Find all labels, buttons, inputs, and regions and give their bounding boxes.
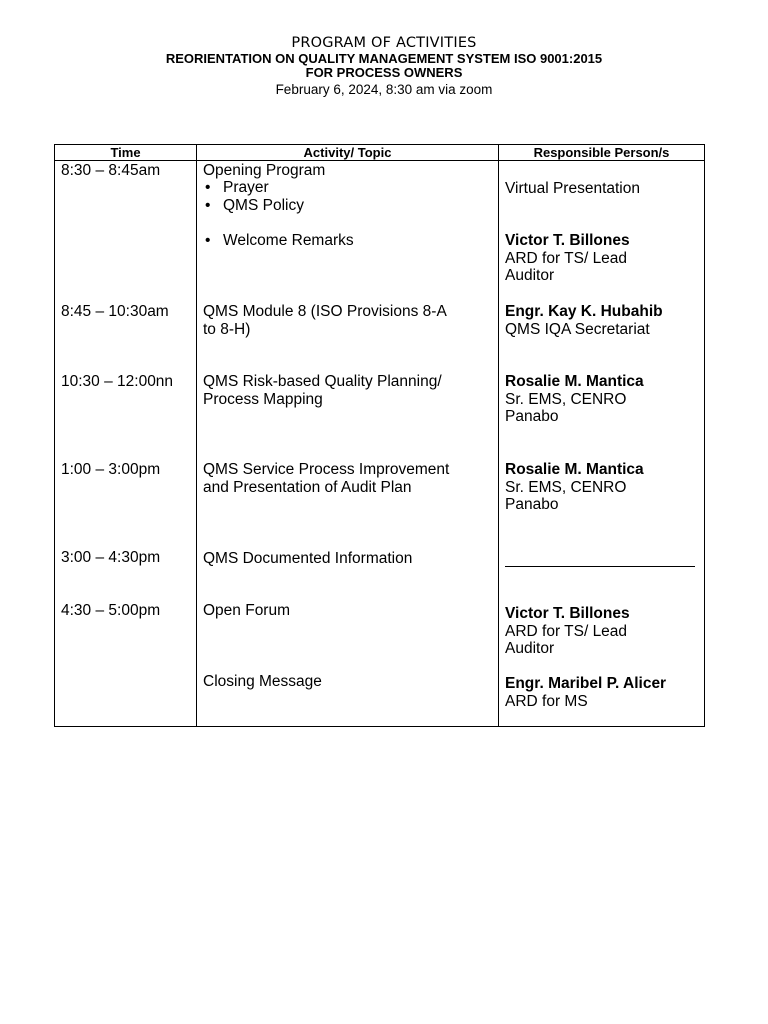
responsible-role: Sr. EMS, CENRO [505,479,627,496]
time-slot: 4:30 – 5:00pm [61,602,161,619]
activity-closing-message: Closing Message [203,673,322,690]
activity-module-8-line1: QMS Module 8 (ISO Provisions 8-A [203,303,447,320]
activity-risk-planning-line2: Process Mapping [203,391,323,408]
responsible-name: Rosalie M. Mantica [505,461,644,478]
program-table [54,144,705,727]
activity-service-improvement-line1: QMS Service Process Improvement [203,461,450,478]
activity-opening-program: Opening Program [203,162,326,179]
responsible-role: ARD for TS/ Lead [505,623,628,640]
responsible-name: Victor T. Billones [505,232,630,249]
document-title: PROGRAM OF ACTIVITIES [291,35,477,51]
column-header-activity: Activity/ Topic [197,145,499,161]
table-header-row [55,145,705,161]
document-subtitle-line1: REORIENTATION ON QUALITY MANAGEMENT SYSTEM ISO 9001:2015 [165,51,603,66]
activity-module-8-line2: to 8-H) [203,321,251,338]
responsible-role: Panabo [505,496,559,513]
activity-service-improvement-line2: and Presentation of Audit Plan [203,479,412,496]
activity-open-forum: Open Forum [203,602,291,619]
table-body-row [55,161,705,727]
responsible-name: Engr. Kay K. Hubahib [505,303,663,320]
responsible-role: Auditor [505,267,555,284]
responsible-role: QMS IQA Secretariat [505,321,650,338]
document-date-line: February 6, 2024, 8:30 am via zoom [275,82,493,97]
responsible-column [499,161,705,727]
responsible-virtual-presentation: Virtual Presentation [505,180,640,197]
activity-column [197,161,499,727]
column-header-time: Time [55,145,197,161]
responsible-name: Victor T. Billones [505,605,630,622]
activity-bullet-qms-policy: • QMS Policy [223,197,304,215]
time-slot: 8:30 – 8:45am [61,162,161,179]
responsible-name: Engr. Maribel P. Alicer [505,675,667,692]
responsible-name: Rosalie M. Mantica [505,373,644,390]
time-slot: 1:00 – 3:00pm [61,461,161,478]
activity-documented-information: QMS Documented Information [203,550,413,567]
responsible-role: ARD for TS/ Lead [505,250,628,267]
responsible-role: Auditor [505,640,555,657]
time-slot: 8:45 – 10:30am [61,303,169,320]
responsible-role: ARD for MS [505,693,588,710]
time-slot: 3:00 – 4:30pm [61,549,161,566]
document-subtitle-line2: FOR PROCESS OWNERS [305,65,463,80]
time-slot: 10:30 – 12:00nn [61,373,174,390]
activity-bullet-welcome-remarks: • Welcome Remarks [223,232,354,250]
activity-risk-planning-line1: QMS Risk-based Quality Planning/ [203,373,442,390]
document-header [0,35,768,98]
activity-bullet-prayer: • Prayer [223,179,269,197]
blank-signature-line [505,566,695,567]
responsible-role: Panabo [505,408,559,425]
time-column [55,161,197,727]
column-header-responsible: Responsible Person/s [499,145,705,161]
responsible-role: Sr. EMS, CENRO [505,391,627,408]
